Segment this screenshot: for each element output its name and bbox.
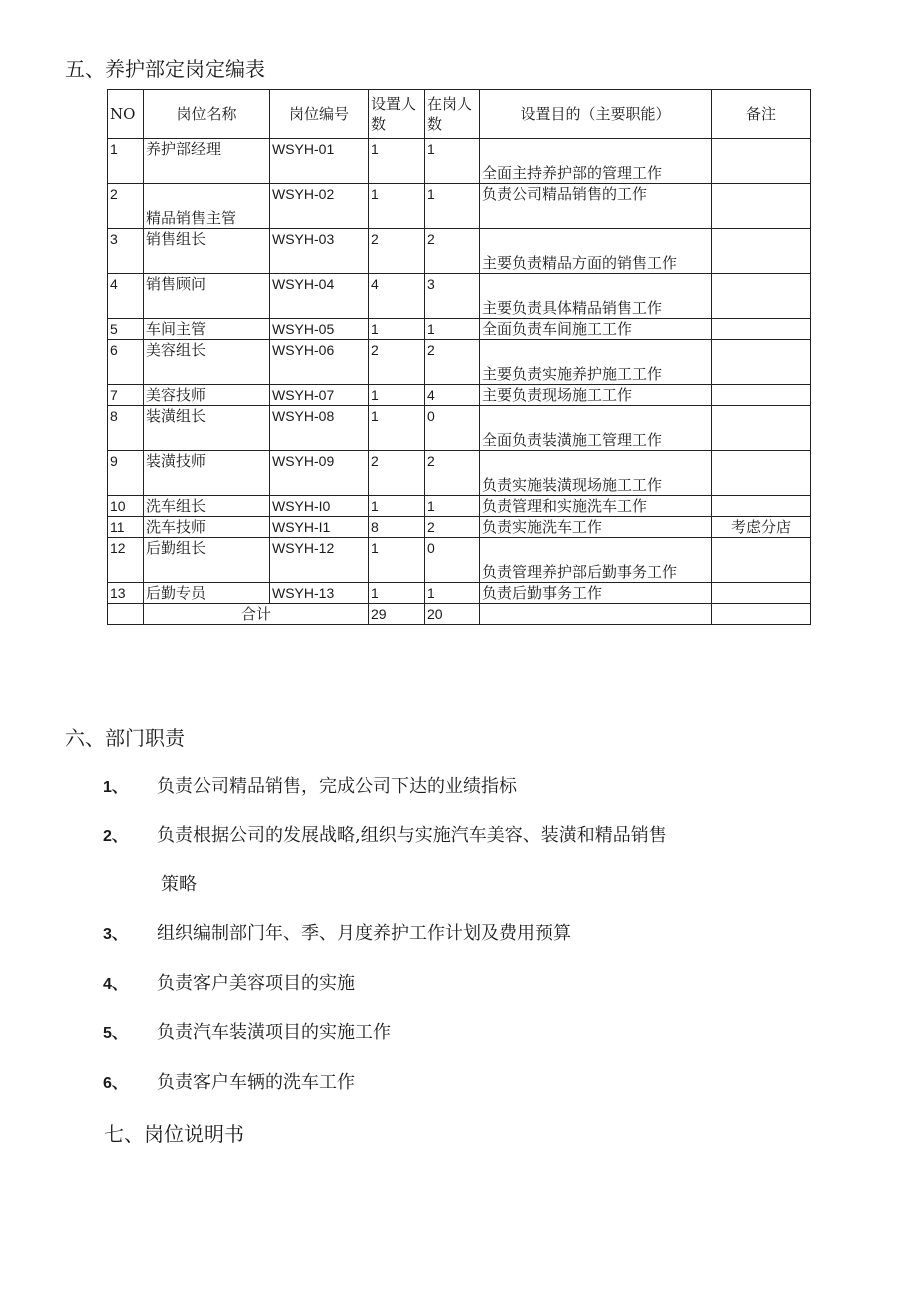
cell-no: 8 [108,406,144,451]
header-planned-count: 设置人数 [369,90,425,139]
cell-actual: 0 [425,406,480,451]
cell-actual: 1 [425,139,480,184]
cell-remark [712,451,811,496]
duty-index: 2、 [103,828,128,845]
cell-purpose: 主要负责具体精品销售工作 [480,274,712,319]
cell-remark [712,496,811,517]
cell-no: 7 [108,385,144,406]
cell-no: 6 [108,340,144,385]
cell-planned: 2 [369,229,425,274]
cell-position-name: 精品销售主管 [144,184,270,229]
duty-item [103,772,517,798]
cell-purpose: 主要负责现场施工工作 [480,385,712,406]
cell-remark: 考虑分店 [712,517,811,538]
cell-position-name: 销售顾问 [144,274,270,319]
table-row [108,385,811,406]
cell-purpose: 主要负责精品方面的销售工作 [480,229,712,274]
duty-index: 4、 [103,976,128,993]
cell-no: 1 [108,139,144,184]
table-row [108,319,811,340]
cell-actual: 2 [425,229,480,274]
cell-position-code: WSYH-13 [270,583,369,604]
cell-remark [712,340,811,385]
cell-no: 11 [108,517,144,538]
cell-position-name: 车间主管 [144,319,270,340]
duty-item [103,1068,355,1094]
duty-item [103,919,571,945]
cell-purpose: 负责实施装潢现场施工工作 [480,451,712,496]
cell-remark [712,385,811,406]
cell-actual: 2 [425,517,480,538]
table-row [108,496,811,517]
table-row [108,538,811,583]
cell-actual: 1 [425,319,480,340]
cell-remark [712,229,811,274]
cell-actual: 2 [425,451,480,496]
cell-position-code: WSYH-05 [270,319,369,340]
cell-actual: 2 [425,340,480,385]
cell-position-code: WSYH-02 [270,184,369,229]
duty-item [103,821,667,847]
cell-position-name: 销售组长 [144,229,270,274]
cell-purpose: 负责管理养护部后勤事务工作 [480,538,712,583]
duty-text: 负责公司精品销售，完成公司下达的业绩指标 [157,776,517,797]
table-row [108,583,811,604]
cell-no [108,604,144,625]
cell-total-label: 合计 [144,604,369,625]
duty-text: 负责客户美容项目的实施 [157,973,355,994]
table-header-row [108,90,811,139]
cell-actual: 1 [425,583,480,604]
cell-planned: 1 [369,406,425,451]
cell-position-code: WSYH-I1 [270,517,369,538]
section-five-heading: 五、养护部定岗定编表 [65,57,265,81]
cell-planned: 1 [369,583,425,604]
cell-position-code: WSYH-I0 [270,496,369,517]
cell-no: 10 [108,496,144,517]
cell-position-code: WSYH-12 [270,538,369,583]
cell-position-code: WSYH-06 [270,340,369,385]
cell-no: 3 [108,229,144,274]
cell-planned: 4 [369,274,425,319]
cell-remark [712,604,811,625]
duty-text: 组织编制部门年、季、月度养护工作计划及费用预算 [157,923,571,944]
header-remark: 备注 [712,90,811,139]
cell-planned: 1 [369,385,425,406]
cell-planned: 8 [369,517,425,538]
duty-index: 3、 [103,926,128,943]
cell-remark [712,274,811,319]
duty-text: 负责根据公司的发展战略,组织与实施汽车美容、装潢和精品销售 [157,825,667,846]
cell-purpose: 全面主持养护部的管理工作 [480,139,712,184]
section-six-heading: 六、部门职责 [65,726,185,750]
cell-no: 4 [108,274,144,319]
duty-index: 6、 [103,1075,128,1092]
cell-purpose: 负责公司精品销售的工作 [480,184,712,229]
table-row [108,184,811,229]
cell-planned: 2 [369,451,425,496]
cell-planned: 1 [369,184,425,229]
cell-purpose: 全面负责车间施工工作 [480,319,712,340]
cell-position-name: 美容技师 [144,385,270,406]
cell-position-code: WSYH-01 [270,139,369,184]
cell-no: 13 [108,583,144,604]
table-row [108,340,811,385]
table-row [108,517,811,538]
cell-remark [712,139,811,184]
cell-purpose: 全面负责装潢施工管理工作 [480,406,712,451]
duty-text: 负责汽车装潢项目的实施工作 [157,1022,391,1043]
table-row [108,274,811,319]
cell-position-name: 洗车组长 [144,496,270,517]
table-row [108,139,811,184]
header-position-code: 岗位编号 [270,90,369,139]
cell-position-code: WSYH-09 [270,451,369,496]
header-purpose: 设置目的（主要职能） [480,90,712,139]
cell-purpose: 负责管理和实施洗车工作 [480,496,712,517]
table-row [108,451,811,496]
cell-actual: 0 [425,538,480,583]
cell-purpose: 负责实施洗车工作 [480,517,712,538]
duty-index: 1、 [103,779,128,796]
table-row [108,229,811,274]
cell-actual: 1 [425,496,480,517]
cell-position-name: 养护部经理 [144,139,270,184]
cell-position-name: 后勤组长 [144,538,270,583]
cell-position-code: WSYH-08 [270,406,369,451]
cell-total-actual: 20 [425,604,480,625]
cell-remark [712,406,811,451]
duty-text: 负责客户车辆的洗车工作 [157,1072,355,1093]
cell-actual: 3 [425,274,480,319]
header-no: NO [108,90,144,139]
cell-total-planned: 29 [369,604,425,625]
cell-purpose: 负责后勤事务工作 [480,583,712,604]
cell-planned: 1 [369,538,425,583]
table-total-row [108,604,811,625]
table-row [108,406,811,451]
cell-planned: 1 [369,496,425,517]
cell-position-code: WSYH-04 [270,274,369,319]
cell-position-name: 后勤专员 [144,583,270,604]
cell-no: 5 [108,319,144,340]
header-actual-count: 在岗人数 [425,90,480,139]
cell-position-code: WSYH-03 [270,229,369,274]
cell-planned: 1 [369,139,425,184]
cell-position-code: WSYH-07 [270,385,369,406]
cell-planned: 2 [369,340,425,385]
cell-no: 12 [108,538,144,583]
cell-position-name: 装潢组长 [144,406,270,451]
duty-item [103,1018,391,1044]
duty-item [103,969,355,995]
cell-position-name: 装潢技师 [144,451,270,496]
cell-position-name: 洗车技师 [144,517,270,538]
duty-text-continuation: 策略 [161,874,197,895]
cell-purpose [480,604,712,625]
cell-no: 2 [108,184,144,229]
header-position-name: 岗位名称 [144,90,270,139]
cell-no: 9 [108,451,144,496]
cell-remark [712,184,811,229]
cell-remark [712,538,811,583]
cell-planned: 1 [369,319,425,340]
cell-actual: 4 [425,385,480,406]
cell-remark [712,319,811,340]
cell-purpose: 主要负责实施养护施工工作 [480,340,712,385]
duty-index: 5、 [103,1025,128,1042]
staffing-table [107,89,811,625]
section-seven-heading: 七、岗位说明书 [104,1122,244,1146]
cell-position-name: 美容组长 [144,340,270,385]
cell-remark [712,583,811,604]
cell-actual: 1 [425,184,480,229]
